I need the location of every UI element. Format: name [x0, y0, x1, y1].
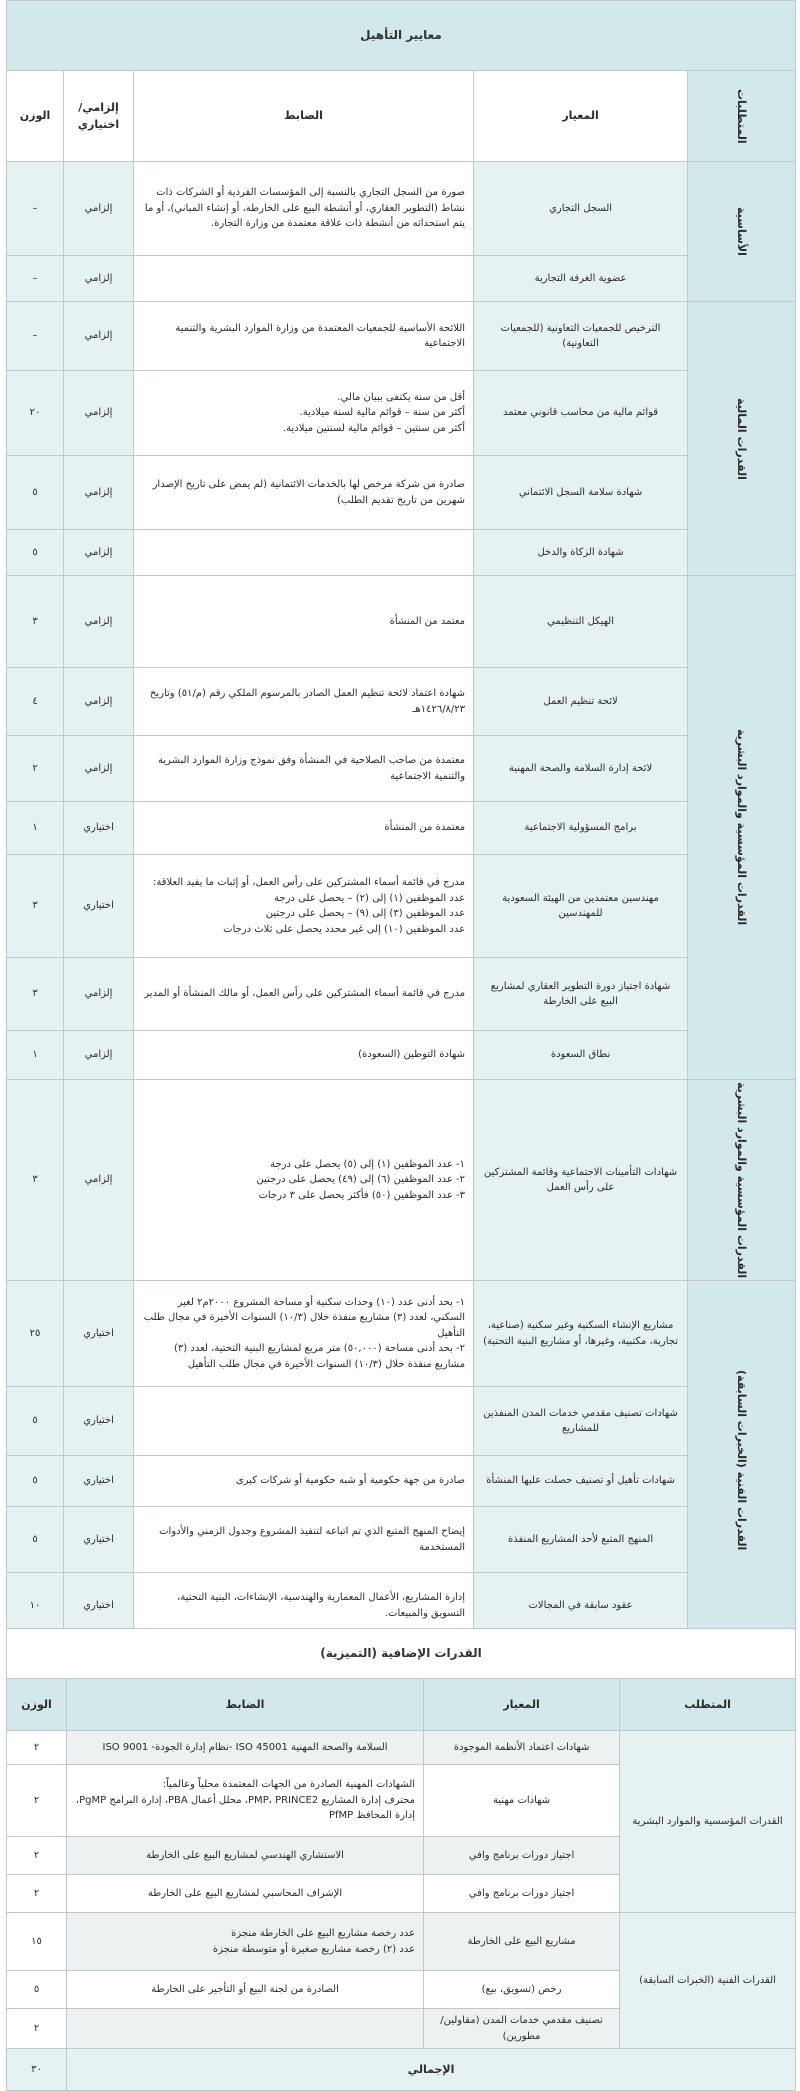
- control-cell: الشهادات المهنية الصادرة من الجهات المعتمدة محلياً وعالمياً: محترف إدارة المشاريع PMP، PRINCE2، محلل أعمال PBA، إدارة البرامج PgMP، إدارة المحافظ PfMP: [67, 1765, 424, 1837]
- table-row: [7, 736, 796, 802]
- control-cell: [134, 530, 474, 576]
- weight-cell: ٣: [7, 1080, 64, 1281]
- weight-cell: ٥: [7, 1971, 67, 2009]
- type-cell: إلزامي: [64, 668, 134, 736]
- control-cell: صادرة من شركة مرخص لها بالخدمات الائتمانية (لم يمض على تاريخ الإصدار شهرين من تاريخ تقديم الطلب): [134, 456, 474, 530]
- control-cell: [134, 256, 474, 302]
- weight-cell: ٢٠: [7, 371, 64, 456]
- group-technical: القدرات الفنية (الخبرات السابقة): [688, 1281, 796, 1639]
- type-cell: إلزامي: [64, 576, 134, 668]
- table-row: [7, 371, 796, 456]
- criterion-cell: لائحة تنظيم العمل: [474, 668, 688, 736]
- weight-cell: ٥: [7, 1507, 64, 1573]
- criterion-cell: شهادات تصنيف مقدمي خدمات المدن المنفذين للمشاريع: [474, 1387, 688, 1456]
- criterion-cell: الهيكل التنظيمي: [474, 576, 688, 668]
- weight-cell: ٢: [7, 1837, 67, 1875]
- control-cell: الصادرة من لجنة البيع أو التأجير على الخارطة: [67, 1971, 424, 2009]
- table2-title: القدرات الإضافية (التميزية): [7, 1629, 796, 1679]
- control-cell: أقل من سنة يكتفى ببيان مالي. أكثر من سنة – قوائم مالية لسنة ميلادية. أكثر من سنتين – قوائم مالية لسنتين ميلادية.: [134, 371, 474, 456]
- criterion-cell: تصنيف مقدمي خدمات المدن (مقاولين/مطورين): [424, 2009, 620, 2049]
- header2-control: الضابط: [67, 1679, 424, 1731]
- criterion-cell: شهادات التأمينات الاجتماعية وقائمة المشتركين على رأس العمل: [474, 1080, 688, 1281]
- control-cell: شهادة اعتماد لائحة تنظيم العمل الصادر بالمرسوم الملكي رقم (م/٥١) وتاريخ ١٤٢٦/٨/٢٣هـ: [134, 668, 474, 736]
- weight-cell: ٢: [7, 1731, 67, 1765]
- weight-cell: ٣: [7, 958, 64, 1031]
- control-cell: شهادة التوطين (السعودة): [134, 1031, 474, 1080]
- weight-cell: –: [7, 302, 64, 371]
- table-row: [7, 1031, 796, 1080]
- type-cell: إلزامي: [64, 1080, 134, 1281]
- type-cell: إلزامي: [64, 162, 134, 256]
- criterion-cell: رخص (تسويق، بيع): [424, 1971, 620, 2009]
- table-row: [7, 1731, 796, 1765]
- type-cell: إلزامي: [64, 1031, 134, 1080]
- header-weight: الوزن: [7, 71, 64, 162]
- header2-weight: الوزن: [7, 1679, 67, 1731]
- table-row: [7, 530, 796, 576]
- table-row: [7, 1080, 796, 1281]
- control-cell: صادرة من جهة حكومية أو شبه حكومية أو شركات كبرى: [134, 1456, 474, 1507]
- control-cell: السلامة والصحة المهنية ISO 45001 -نظام إدارة الجودة- ISO 9001: [67, 1731, 424, 1765]
- control-cell: ١- بحد أدنى عدد (١٠) وحدات سكنية أو مساحة المشروع ٢٠٠٠م٢ لغير السكني، لعدد (٣) مشاريع منفذة خلال (١٠/٣) السنوات الأخيرة في مجال طلب التأهيل ٢- بحد أدنى مساحة (٥٠,٠٠٠) متر مربع لمشاريع البنية التحتية، لعدد (٣) مشاريع منفذة خلال (١٠/٣) السنوات الأخيرة في مجال طلب التأهيل: [134, 1281, 474, 1387]
- criterion-cell: اجتياز دورات برنامج وافي: [424, 1875, 620, 1913]
- table-row: [7, 162, 796, 256]
- weight-cell: ١: [7, 1031, 64, 1080]
- table-row: [7, 1913, 796, 1971]
- table-row: [7, 456, 796, 530]
- weight-cell: –: [7, 162, 64, 256]
- type-cell: اختياري: [64, 1281, 134, 1387]
- control-cell: ١- عدد الموظفين (١) إلى (٥) يحصل على درجة ٢- عدد الموظفين (٦) إلى (٤٩) يحصل على درجتين ٣- عدد الموظفين (٥٠) فأكثر يحصل على ٣ درجات: [134, 1080, 474, 1281]
- header-type: إلزامي/ اختياري: [64, 71, 134, 162]
- group-institutional-extra: القدرات المؤسسية والموارد البشرية: [620, 1731, 796, 1913]
- type-cell: اختياري: [64, 1387, 134, 1456]
- weight-cell: ٥: [7, 1456, 64, 1507]
- weight-cell: ٣: [7, 855, 64, 958]
- type-cell: اختياري: [64, 855, 134, 958]
- table-row: [7, 302, 796, 371]
- additional-capabilities-table: [6, 1628, 796, 2091]
- weight-cell: ١٥: [7, 1913, 67, 1971]
- header-requirements: المتطلبات: [688, 71, 796, 162]
- weight-cell: ٣: [7, 576, 64, 668]
- table-row: [7, 958, 796, 1031]
- total2-label: الإجمالي: [67, 2049, 796, 2091]
- total-row: [7, 2049, 796, 2091]
- control-cell: معتمدة من المنشأة: [134, 802, 474, 855]
- control-cell: معتمد من المنشأة: [134, 576, 474, 668]
- criterion-cell: شهادات مهنية: [424, 1765, 620, 1837]
- criterion-cell: مشاريع البيع على الخارطة: [424, 1913, 620, 1971]
- type-cell: إلزامي: [64, 302, 134, 371]
- criterion-cell: شهادة اجتياز دورة التطوير العقاري لمشاريع البيع على الخارطة: [474, 958, 688, 1031]
- weight-cell: ٥: [7, 456, 64, 530]
- control-cell: [134, 1387, 474, 1456]
- criterion-cell: شهادات اعتماد الأنظمة الموجودة: [424, 1731, 620, 1765]
- control-cell: إيضاح المنهج المتبع الذي تم اتباعه لتنفيذ المشروع وجدول الزمني والأدوات المستخدمة: [134, 1507, 474, 1573]
- control-cell: [67, 2009, 424, 2049]
- header2-criterion: المعيار: [424, 1679, 620, 1731]
- type-cell: اختياري: [64, 1573, 134, 1639]
- criterion-cell: مهندسين معتمدين من الهيئة السعودية للمهندسين: [474, 855, 688, 958]
- criterion-cell: اجتياز دورات برنامج وافي: [424, 1837, 620, 1875]
- table-row: [7, 802, 796, 855]
- group-technical-extra: القدرات الفنية (الخبرات السابقة): [620, 1913, 796, 2049]
- table-row: [7, 576, 796, 668]
- criterion-cell: عضوية الغرفة التجارية: [474, 256, 688, 302]
- table-row: [7, 668, 796, 736]
- control-cell: عدد رخصة مشاريع البيع على الخارطة منجزة عدد (٢) رخصة مشاريع صغيرة أو متوسطة منجزة: [67, 1913, 424, 1971]
- table-row: [7, 1281, 796, 1387]
- criterion-cell: المنهج المتبع لأحد المشاريع المنفذة: [474, 1507, 688, 1573]
- control-cell: اللائحة الأساسية للجمعيات المعتمدة من وزارة الموارد البشرية والتنمية الاجتماعية: [134, 302, 474, 371]
- criterion-cell: قوائم مالية من محاسب قانوني معتمد: [474, 371, 688, 456]
- criterion-cell: نطاق السعودة: [474, 1031, 688, 1080]
- weight-cell: ٢: [7, 2009, 67, 2049]
- table-row: [7, 1456, 796, 1507]
- type-cell: اختياري: [64, 1456, 134, 1507]
- group-basic: الأساسية: [688, 162, 796, 302]
- header-control: الضابط: [134, 71, 474, 162]
- weight-cell: ٢: [7, 736, 64, 802]
- criterion-cell: شهادة سلامة السجل الائتماني: [474, 456, 688, 530]
- header-criterion: المعيار: [474, 71, 688, 162]
- criterion-cell: مشاريع الإنشاء السكنية وغير سكنية (صناعية، تجارية، مكتبية، وغيرها، أو مشاريع البنية التحتية): [474, 1281, 688, 1387]
- type-cell: إلزامي: [64, 958, 134, 1031]
- criterion-cell: لائحة إدارة السلامة والصحة المهنية: [474, 736, 688, 802]
- weight-cell: ٢: [7, 1765, 67, 1837]
- group-institutional-2: القدرات المؤسسية والموارد البشرية: [688, 1080, 796, 1281]
- group-financial: القدرات المالية: [688, 302, 796, 576]
- type-cell: إلزامي: [64, 256, 134, 302]
- control-cell: الإشراف المحاسبي لمشاريع البيع على الخارطة: [67, 1875, 424, 1913]
- qualification-criteria-table: [6, 0, 796, 1697]
- table-row: [7, 1387, 796, 1456]
- criterion-cell: برامج المسؤولية الاجتماعية: [474, 802, 688, 855]
- type-cell: إلزامي: [64, 736, 134, 802]
- type-cell: اختياري: [64, 802, 134, 855]
- control-cell: مدرج في قائمة أسماء المشتركين على رأس العمل، أو إثبات ما يفيد العلاقة: عدد الموظفين (١) إلى (٢) – يحصل على درجة عدد الموظفين (٣) إلى (٩) – يحصل على درجتين عدد الموظفين (١٠) إلى غير محدد يحصل على ثلاث درجات: [134, 855, 474, 958]
- criterion-cell: شهادة الزكاة والدخل: [474, 530, 688, 576]
- type-cell: إلزامي: [64, 456, 134, 530]
- weight-cell: ١: [7, 802, 64, 855]
- type-cell: اختياري: [64, 1507, 134, 1573]
- header2-requirement: المتطلب: [620, 1679, 796, 1731]
- type-cell: إلزامي: [64, 530, 134, 576]
- criterion-cell: شهادات تأهيل أو تصنيف حصلت عليها المنشأة: [474, 1456, 688, 1507]
- weight-cell: –: [7, 256, 64, 302]
- table-title: معايير التأهيل: [7, 1, 796, 71]
- control-cell: صورة من السجل التجاري بالنسبة إلى المؤسسات الفردية أو الشركات ذات نشاط (التطوير العقاري، أو أنشطة البيع على الخارطة، أو إنشاء المباني)، أو ما يتم استحداثه من أنشطة ذات علاقة معتمدة من وزارة التجارة.: [134, 162, 474, 256]
- criterion-cell: السجل التجاري: [474, 162, 688, 256]
- weight-cell: ١٠: [7, 1573, 64, 1639]
- criterion-cell: الترخيص للجمعيات التعاونية (للجمعيات التعاونية): [474, 302, 688, 371]
- type-cell: إلزامي: [64, 371, 134, 456]
- weight-cell: ٢٥: [7, 1281, 64, 1387]
- table-row: [7, 855, 796, 958]
- control-cell: إدارة المشاريع، الأعمال المعمارية والهندسية، الإنشاءات، البنية التحتية، التسويق والمبيعات.: [134, 1573, 474, 1639]
- weight-cell: ٤: [7, 668, 64, 736]
- control-cell: معتمدة من صاحب الصلاحية في المنشأة وفق نموذج وزارة الموارد البشرية والتنمية الاجتماعية: [134, 736, 474, 802]
- weight-cell: ٢: [7, 1875, 67, 1913]
- group-institutional: القدرات المؤسسية والموارد البشرية: [688, 576, 796, 1080]
- control-cell: مدرج في قائمة أسماء المشتركين على رأس العمل، أو مالك المنشأة أو المدير: [134, 958, 474, 1031]
- weight-cell: ٥: [7, 530, 64, 576]
- criterion-cell: عقود سابقة في المجالات: [474, 1573, 688, 1639]
- table-row: [7, 1507, 796, 1573]
- control-cell: الاستشاري الهندسي لمشاريع البيع على الخارطة: [67, 1837, 424, 1875]
- weight-cell: ٥: [7, 1387, 64, 1456]
- total2-value: ٣٠: [7, 2049, 67, 2091]
- table-row: [7, 256, 796, 302]
